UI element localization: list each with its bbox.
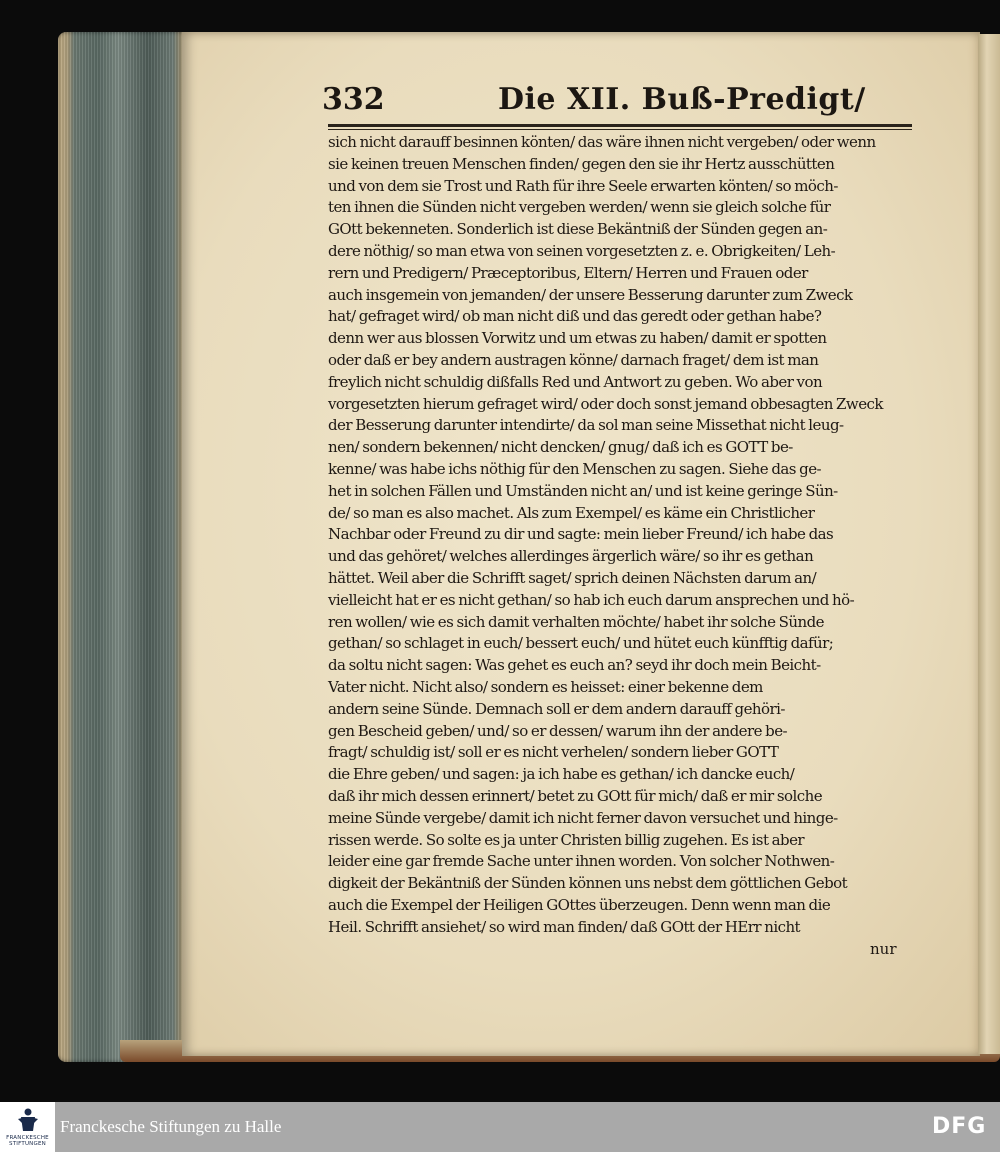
text-line: Heil. Schrifft ansiehet/ so wird man finden/ daß GOtt der HErr nicht [328,917,801,936]
text-line: rern und Predigern/ Præceptoribus, Eltern/ Herren und Frauen oder [328,263,808,282]
text-line: hättet. Weil aber die Schrifft saget/ sprich deinen Nächsten darum an/ [328,568,817,587]
text-line: nen/ sondern bekennen/ nicht dencken/ gnug/ daß ich es GOTT be- [328,438,793,457]
text-line: oder daß er bey andern austragen könne/ darnach fraget/ dem ist man [328,350,819,369]
text-line: fragt/ schuldig ist/ soll er es nicht verhelen/ sondern lieber GOTT [328,743,779,762]
dfg-logo[interactable]: DFG [932,1114,987,1139]
page-number: 332 [322,82,385,117]
facing-page-edge [978,34,1000,1054]
text-line: vielleicht hat er es nicht gethan/ so hab ich euch darum ansprechen und hö- [328,590,855,609]
text-line: de/ so man es also machet. Als zum Exempel/ es käme ein Christlicher [328,503,815,522]
text-line: rissen werde. So solte es ja unter Christen billig zugehen. Es ist aber [328,830,805,849]
text-line: freylich nicht schuldig dißfalls Red und Antwort zu geben. Wo aber von [328,372,823,391]
text-line: vorgesetzten hierum gefraget wird/ oder doch sonst jemand obbesagten Zweck [328,394,883,413]
text-line: sie keinen treuen Menschen finden/ gegen den sie ihr Hertz ausschütten [328,154,835,173]
institution-logo[interactable] [0,1102,55,1152]
text-line: sich nicht darauff besinnen könten/ das wäre ihnen nicht vergeben/ oder wenn [328,133,876,151]
text-line: meine Sünde vergebe/ damit ich nicht ferner davon versuchet und hinge- [328,808,838,827]
eagle-sun-icon [18,1107,38,1133]
text-line: und von dem sie Trost und Rath für ihre Seele erwarten könten/ so möch- [328,176,838,195]
text-line: het in solchen Fällen und Umständen nicht an/ und ist keine geringe Sün- [328,481,838,500]
text-line: digkeit der Bekäntniß der Sünden können uns nebst dem göttlichen Gebot [328,874,848,893]
text-line: andern seine Sünde. Demnach soll er dem andern darauff gehöri- [328,699,785,718]
text-line: auch die Exempel der Heiligen GOttes überzeugen. Denn wenn man die [328,895,831,914]
text-line: Nachbar oder Freund zu dir und sagte: mein lieber Freund/ ich habe das [328,525,834,544]
text-line: dere nöthig/ so man etwa von seinen vorgesetzten z. e. Obrigkeiten/ Leh- [328,241,836,260]
text-line: ren wollen/ wie es sich damit verhalten möchte/ habet ihr solche Sünde [328,612,824,631]
logo-text: FRANCKESCHE STIFTUNGEN [6,1135,49,1147]
text-line: Vater nicht. Nicht also/ sondern es heisset: einer bekenne dem [328,677,763,696]
viewer-footer [0,1102,1000,1152]
book-page-edges [58,32,188,1062]
body-text [328,132,912,938]
text-line: da soltu nicht sagen: Was gehet es euch an? seyd ihr doch mein Beicht- [328,656,821,675]
text-line: hat/ gefraget wird/ ob man nicht diß und das geredt oder gethan habe? [328,307,822,326]
running-head: Die XII. Buß-Predigt/ [498,82,866,117]
text-line: kenne/ was habe ichs nöthig für den Menschen zu sagen. Siehe das ge- [328,459,822,478]
institution-name[interactable]: Franckesche Stiftungen zu Halle [60,1117,282,1136]
text-line: der Besserung darunter intendirte/ da sol man seine Missethat nicht leug- [328,416,844,435]
text-line: auch insgemein von jemanden/ der unsere Besserung darunter zum Zweck [328,285,853,304]
catchword: nur [870,940,897,958]
text-line: denn wer aus blossen Vorwitz und um etwas zu haben/ damit er spotten [328,329,827,348]
text-line: ten ihnen die Sünden nicht vergeben werden/ wenn sie gleich solche für [328,198,831,217]
text-line: die Ehre geben/ und sagen: ja ich habe es gethan/ ich dancke euch/ [328,765,795,784]
text-line: und das gehöret/ welches allerdinges ärgerlich wäre/ so ihr es gethan [328,547,814,566]
page-header [322,82,912,122]
text-line: GOtt bekenneten. Sonderlich ist diese Bekäntniß der Sünden gegen an- [328,220,828,239]
text-line: leider eine gar fremde Sache unter ihnen worden. Von solcher Nothwen- [328,852,835,871]
text-line: gethan/ so schlaget in euch/ bessert euch/ und hütet euch künfftig dafür; [328,634,834,653]
text-line: gen Bescheid geben/ und/ so er dessen/ warum ihn der andere be- [328,721,788,740]
header-rule [328,124,912,127]
text-line: daß ihr mich dessen erinnert/ betet zu GOtt für mich/ daß er mir solche [328,786,823,805]
